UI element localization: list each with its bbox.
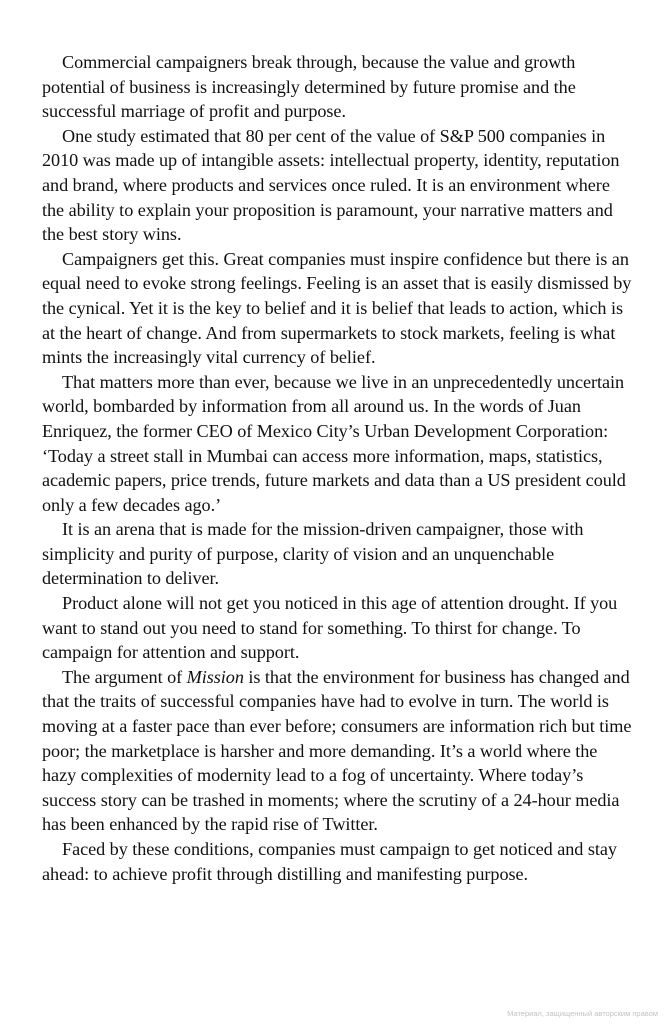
paragraph: One study estimated that 80 per cent of the value of S&P 500 companies in 2010 was made up of intangible assets: intellectual property, identity, reputation and brand, where products and services once ruled. It is an environment where the ability to explain your proposition is paramount, your narrative matters and the best story wins.: [42, 125, 620, 245]
paragraph: Campaigners get this. Great companies must inspire confidence but there is an equal need to evoke strong feelings. Feeling is an asset that is easily dismissed by the cynical. Yet it is the key to belief and it is belief that leads to action, which is at the heart of change. And from supermarkets to stock markets, feeling is what mints the increasingly vital currency of belief.: [42, 248, 632, 368]
paragraph-text: is that the environment for business has changed and that the traits of successful companies have had to evolve in turn. The world is moving at a faster pace than ever before; consumers are information rich but time poor; the marketplace is harsher and more demanding. It’s a world where the hazy complexities of modernity lead to a fog of uncertainty. Where today’s success story can be trashed in moments; where the scrutiny of a 24-hour media has been enhanced by the rapid rise of Twitter.: [42, 666, 632, 835]
body-text: [42, 50, 632, 886]
paragraph-text: The argument of: [62, 666, 187, 687]
paragraph: It is an arena that is made for the mission-driven campaigner, those with simplicity and purity of purpose, clarity of vision and an unquenchable determination to deliver.: [42, 519, 584, 589]
book-title-emphasis: Mission: [186, 666, 244, 687]
paragraph: Product alone will not get you noticed in this age of attention drought. If you want to stand out you need to stand for something. To thirst for change. To campaign for attention and support.: [42, 593, 618, 663]
paragraph: That matters more than ever, because we live in an unprecedentedly uncertain world, bombarded by information from all around us. In the words of Juan Enriquez, the former CEO of Mexico City’s Urban Development Corporation: ‘Today a street stall in Mumbai can access more information, maps, statistics, academic papers, price trends, future markets and data than a US president could only a few decades ago.’: [42, 371, 626, 515]
paragraph: Commercial campaigners break through, because the value and growth potential of business is increasingly determined by future promise and the successful marriage of profit and purpose.: [42, 52, 576, 122]
paragraph: [42, 665, 632, 837]
copyright-watermark: Материал, защищенный авторским правом: [507, 1009, 658, 1018]
paragraph: Faced by these conditions, companies must campaign to get noticed and stay ahead: to achieve profit through distilling and manifesting purpose.: [42, 839, 617, 884]
